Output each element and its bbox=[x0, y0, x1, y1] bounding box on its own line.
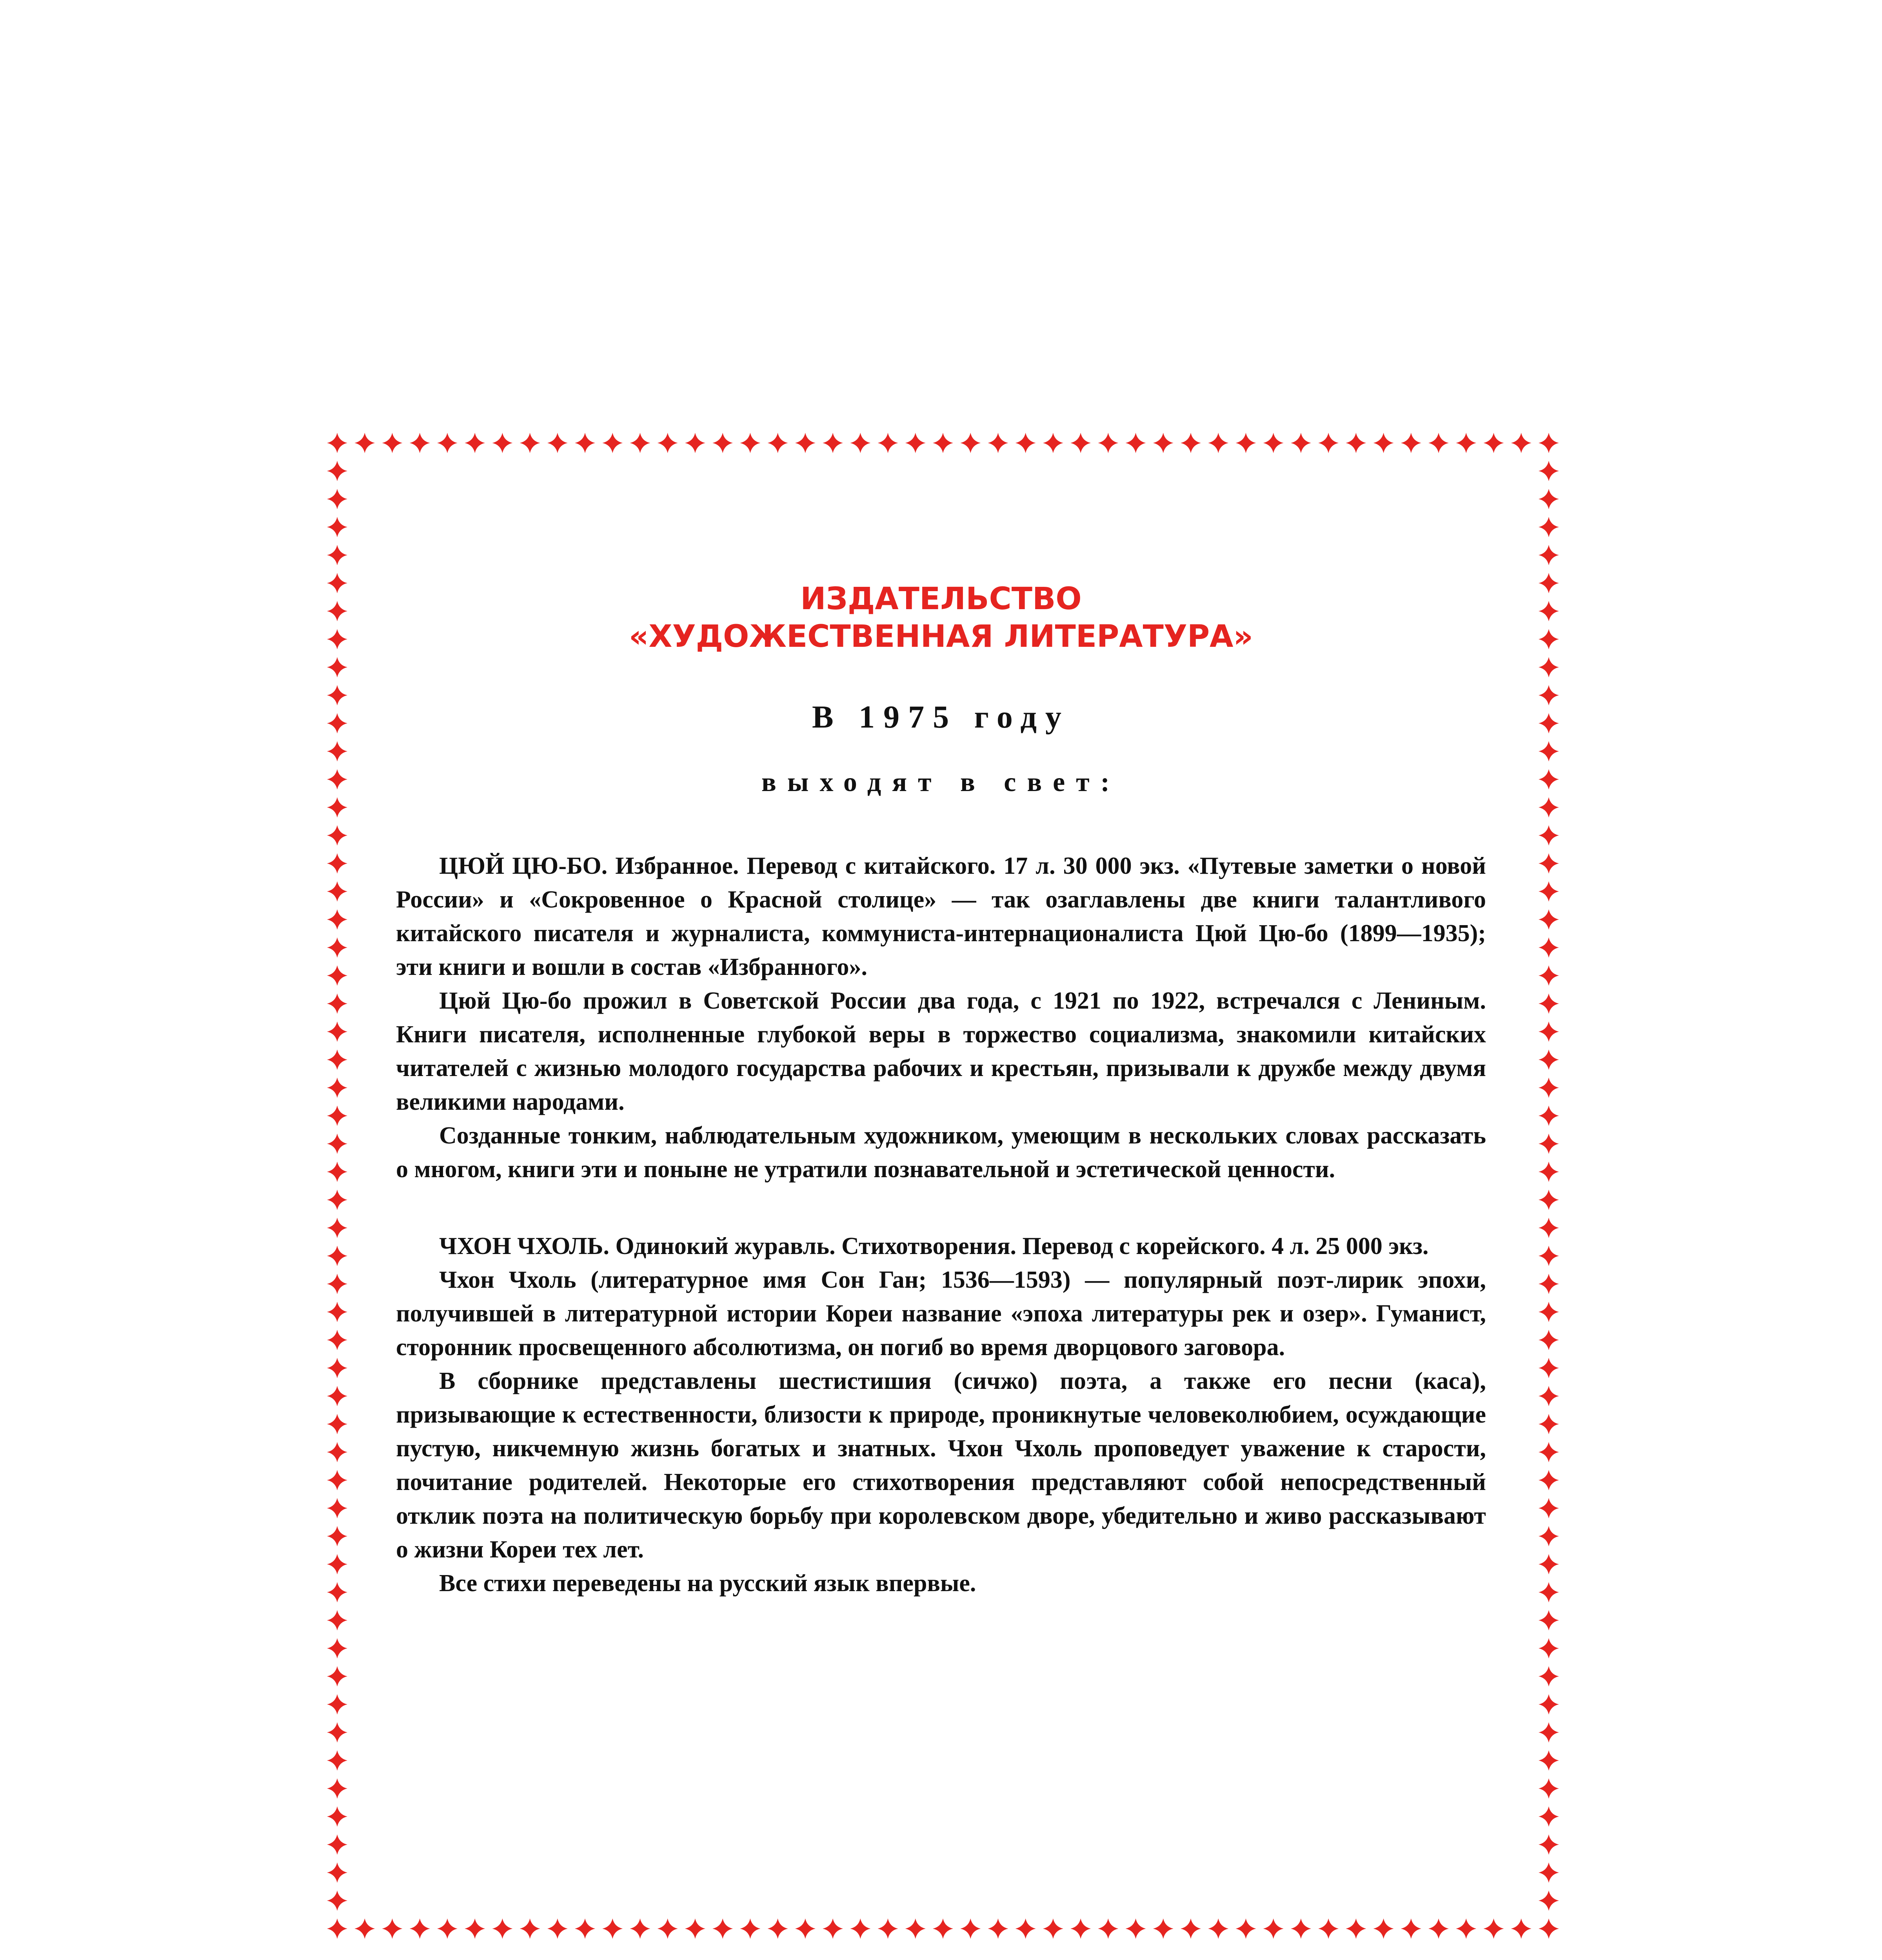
four-point-star-icon bbox=[1539, 1722, 1559, 1742]
four-point-star-icon bbox=[1208, 433, 1228, 453]
year-heading: В 1975 году bbox=[812, 699, 1070, 735]
four-point-star-icon bbox=[327, 545, 347, 565]
four-point-star-icon bbox=[1539, 1862, 1559, 1883]
four-point-star-icon bbox=[1539, 489, 1559, 509]
four-point-star-icon bbox=[768, 1918, 788, 1939]
four-point-star-icon bbox=[575, 433, 595, 453]
four-point-star-icon bbox=[1236, 1918, 1256, 1939]
four-point-star-icon bbox=[1263, 433, 1284, 453]
four-point-star-icon bbox=[327, 741, 347, 762]
four-point-star-icon bbox=[547, 433, 568, 453]
four-point-star-icon bbox=[1539, 741, 1559, 762]
four-point-star-icon bbox=[327, 1554, 347, 1574]
four-point-star-icon bbox=[1539, 1105, 1559, 1126]
four-point-star-icon bbox=[327, 1386, 347, 1406]
entry-paragraph: Чхон Чхоль (литературное имя Сон Ган; 1536—1593) — популярный поэт-лирик эпохи, получившей в литературной истории Кореи название «эпоха литературы рек и озер». Гуманист, сторонник просвещенного абсолютизма, он погиб во время дворцового заговора. bbox=[396, 1267, 1486, 1361]
four-point-star-icon bbox=[354, 1918, 375, 1939]
four-point-star-icon bbox=[823, 433, 843, 453]
four-point-star-icon bbox=[327, 909, 347, 930]
four-point-star-icon bbox=[410, 433, 430, 453]
four-point-star-icon bbox=[327, 713, 347, 733]
four-point-star-icon bbox=[327, 1134, 347, 1154]
four-point-star-icon bbox=[1401, 433, 1421, 453]
four-point-star-icon bbox=[1539, 1161, 1559, 1182]
entry-paragraph: ЧХОН ЧХОЛЬ. Одинокий журавль. Стихотворения. Перевод с корейского. 4 л. 25 000 экз. bbox=[439, 1233, 1429, 1259]
four-point-star-icon bbox=[1539, 1414, 1559, 1434]
subheading: выходят в свет: bbox=[761, 767, 1121, 797]
publisher-heading bbox=[396, 580, 1486, 655]
announcement bbox=[396, 580, 1486, 1600]
four-point-star-icon bbox=[327, 1414, 347, 1434]
four-point-star-icon bbox=[327, 1806, 347, 1827]
four-point-star-icon bbox=[327, 1470, 347, 1490]
four-point-star-icon bbox=[327, 517, 347, 537]
four-point-star-icon bbox=[327, 825, 347, 846]
four-point-star-icon bbox=[327, 489, 347, 509]
four-point-star-icon bbox=[327, 965, 347, 986]
four-point-star-icon bbox=[1043, 1918, 1063, 1939]
four-point-star-icon bbox=[327, 1918, 347, 1939]
four-point-star-icon bbox=[1043, 433, 1063, 453]
four-point-star-icon bbox=[1484, 1918, 1504, 1939]
four-point-star-icon bbox=[465, 1918, 485, 1939]
four-point-star-icon bbox=[1539, 713, 1559, 733]
four-point-star-icon bbox=[1539, 1582, 1559, 1602]
entry-paragraph: ЦЮЙ ЦЮ-БО. Избранное. Перевод с китайского. 17 л. 30 000 экз. «Путевые заметки о новой России» и «Сокровенное о Красной столице» — так озаглавлены две книги талантливого китайского писателя и журналиста, коммуниста-интернационалиста Цюй Цю-бо (1899—1935); эти книги и вошли в состав «Избранного». bbox=[396, 853, 1486, 980]
four-point-star-icon bbox=[1539, 657, 1559, 677]
four-point-star-icon bbox=[327, 1750, 347, 1771]
four-point-star-icon bbox=[327, 1190, 347, 1210]
four-point-star-icon bbox=[1539, 1442, 1559, 1462]
four-point-star-icon bbox=[1484, 433, 1504, 453]
four-point-star-icon bbox=[1236, 433, 1256, 453]
four-point-star-icon bbox=[1456, 433, 1476, 453]
four-point-star-icon bbox=[327, 1722, 347, 1742]
four-point-star-icon bbox=[327, 1049, 347, 1070]
four-point-star-icon bbox=[1539, 1694, 1559, 1715]
four-point-star-icon bbox=[1539, 461, 1559, 481]
four-point-star-icon bbox=[327, 1105, 347, 1126]
four-point-star-icon bbox=[327, 1862, 347, 1883]
four-point-star-icon bbox=[575, 1918, 595, 1939]
four-point-star-icon bbox=[327, 1582, 347, 1602]
four-point-star-icon bbox=[327, 1666, 347, 1686]
four-point-star-icon bbox=[437, 1918, 458, 1939]
four-point-star-icon bbox=[1539, 573, 1559, 593]
four-point-star-icon bbox=[878, 1918, 898, 1939]
four-point-star-icon bbox=[327, 1498, 347, 1518]
four-point-star-icon bbox=[327, 657, 347, 677]
four-point-star-icon bbox=[1539, 881, 1559, 902]
four-point-star-icon bbox=[1539, 1218, 1559, 1238]
four-point-star-icon bbox=[1401, 1918, 1421, 1939]
four-point-star-icon bbox=[327, 433, 347, 453]
four-point-star-icon bbox=[1539, 629, 1559, 650]
book-entries bbox=[396, 849, 1486, 1600]
four-point-star-icon bbox=[1539, 1078, 1559, 1098]
four-point-star-icon bbox=[1539, 1134, 1559, 1154]
four-point-star-icon bbox=[410, 1918, 430, 1939]
four-point-star-icon bbox=[933, 1918, 953, 1939]
four-point-star-icon bbox=[905, 433, 926, 453]
book-entry-tsui-tsiu-bo bbox=[396, 849, 1486, 1186]
four-point-star-icon bbox=[327, 1778, 347, 1798]
four-point-star-icon bbox=[1539, 1554, 1559, 1574]
four-point-star-icon bbox=[327, 1218, 347, 1238]
four-point-star-icon bbox=[327, 1330, 347, 1350]
four-point-star-icon bbox=[327, 937, 347, 958]
four-point-star-icon bbox=[437, 433, 458, 453]
four-point-star-icon bbox=[1428, 1918, 1449, 1939]
four-point-star-icon bbox=[905, 1918, 926, 1939]
four-point-star-icon bbox=[1126, 1918, 1146, 1939]
four-point-star-icon bbox=[382, 433, 402, 453]
four-point-star-icon bbox=[1539, 1190, 1559, 1210]
four-point-star-icon bbox=[933, 433, 953, 453]
four-point-star-icon bbox=[1456, 1918, 1476, 1939]
four-point-star-icon bbox=[1539, 1778, 1559, 1798]
four-point-star-icon bbox=[327, 1022, 347, 1042]
four-point-star-icon bbox=[1346, 433, 1366, 453]
four-point-star-icon bbox=[327, 881, 347, 902]
four-point-star-icon bbox=[1539, 1918, 1559, 1939]
four-point-star-icon bbox=[1511, 1918, 1531, 1939]
four-point-star-icon bbox=[1318, 433, 1339, 453]
four-point-star-icon bbox=[1539, 1386, 1559, 1406]
four-point-star-icon bbox=[630, 433, 650, 453]
four-point-star-icon bbox=[1428, 433, 1449, 453]
four-point-star-icon bbox=[1539, 601, 1559, 621]
four-point-star-icon bbox=[850, 433, 870, 453]
four-point-star-icon bbox=[740, 433, 760, 453]
four-point-star-icon bbox=[960, 1918, 981, 1939]
four-point-star-icon bbox=[520, 1918, 540, 1939]
four-point-star-icon bbox=[327, 601, 347, 621]
four-point-star-icon bbox=[327, 1638, 347, 1659]
four-point-star-icon bbox=[1539, 797, 1559, 818]
four-point-star-icon bbox=[1539, 685, 1559, 706]
four-point-star-icon bbox=[1539, 1834, 1559, 1855]
publisher-line-1: ИЗДАТЕЛЬСТВО bbox=[800, 581, 1082, 617]
four-point-star-icon bbox=[685, 433, 705, 453]
four-point-star-icon bbox=[327, 797, 347, 818]
four-point-star-icon bbox=[1539, 1274, 1559, 1294]
four-point-star-icon bbox=[327, 1694, 347, 1715]
four-point-star-icon bbox=[327, 1442, 347, 1462]
four-point-star-icon bbox=[1539, 769, 1559, 789]
four-point-star-icon bbox=[823, 1918, 843, 1939]
four-point-star-icon bbox=[1539, 1470, 1559, 1490]
four-point-star-icon bbox=[1539, 545, 1559, 565]
four-point-star-icon bbox=[1070, 1918, 1091, 1939]
four-point-star-icon bbox=[1539, 853, 1559, 874]
four-point-star-icon bbox=[1539, 1610, 1559, 1630]
four-point-star-icon bbox=[1539, 1498, 1559, 1518]
four-point-star-icon bbox=[658, 433, 678, 453]
four-point-star-icon bbox=[795, 433, 816, 453]
four-point-star-icon bbox=[685, 1918, 705, 1939]
four-point-star-icon bbox=[1126, 433, 1146, 453]
four-point-star-icon bbox=[327, 853, 347, 874]
four-point-star-icon bbox=[1539, 1638, 1559, 1659]
four-point-star-icon bbox=[1373, 1918, 1394, 1939]
four-point-star-icon bbox=[1539, 937, 1559, 958]
four-point-star-icon bbox=[1539, 1022, 1559, 1042]
four-point-star-icon bbox=[1098, 433, 1118, 453]
four-point-star-icon bbox=[327, 993, 347, 1014]
four-point-star-icon bbox=[327, 1274, 347, 1294]
four-point-star-icon bbox=[712, 433, 733, 453]
four-point-star-icon bbox=[327, 685, 347, 706]
four-point-star-icon bbox=[1539, 517, 1559, 537]
four-point-star-icon bbox=[850, 1918, 870, 1939]
four-point-star-icon bbox=[1070, 433, 1091, 453]
four-point-star-icon bbox=[327, 1358, 347, 1378]
four-point-star-icon bbox=[1539, 965, 1559, 986]
four-point-star-icon bbox=[602, 1918, 623, 1939]
four-point-star-icon bbox=[740, 1918, 760, 1939]
four-point-star-icon bbox=[1208, 1918, 1228, 1939]
four-point-star-icon bbox=[1153, 433, 1174, 453]
four-point-star-icon bbox=[602, 433, 623, 453]
four-point-star-icon bbox=[520, 433, 540, 453]
entry-paragraph: В сборнике представлены шестистишия (сичжо) поэта, а также его песни (каса), призывающие к естественности, близости к природе, проникнутые человеколюбием, осуждающие пустую, никчемную жизнь богатых и знатных. Чхон Чхоль проповедует уважение к старости, почитание родителей. Некоторые его стихотворения представляют собой непосредственный отклик поэта на политическую борьбу при королевском дворе, убедительно и живо рассказывают о жизни Кореи тех лет. bbox=[396, 1368, 1486, 1563]
four-point-star-icon bbox=[1539, 1666, 1559, 1686]
four-point-star-icon bbox=[327, 461, 347, 481]
four-point-star-icon bbox=[1539, 825, 1559, 846]
four-point-star-icon bbox=[1539, 433, 1559, 453]
four-point-star-icon bbox=[1539, 909, 1559, 930]
four-point-star-icon bbox=[795, 1918, 816, 1939]
four-point-star-icon bbox=[327, 629, 347, 650]
four-point-star-icon bbox=[327, 573, 347, 593]
four-point-star-icon bbox=[327, 1610, 347, 1630]
four-point-star-icon bbox=[1263, 1918, 1284, 1939]
four-point-star-icon bbox=[768, 433, 788, 453]
four-point-star-icon bbox=[960, 433, 981, 453]
four-point-star-icon bbox=[327, 1526, 347, 1546]
four-point-star-icon bbox=[327, 1161, 347, 1182]
four-point-star-icon bbox=[354, 433, 375, 453]
four-point-star-icon bbox=[1539, 1302, 1559, 1322]
book-entry-chkhon-chkhol bbox=[396, 1229, 1486, 1600]
four-point-star-icon bbox=[1015, 433, 1036, 453]
four-point-star-icon bbox=[1181, 1918, 1201, 1939]
four-point-star-icon bbox=[1539, 1806, 1559, 1827]
publisher-line-2: «ХУДОЖЕСТВЕННАЯ ЛИТЕРАТУРА» bbox=[629, 619, 1253, 654]
four-point-star-icon bbox=[327, 1834, 347, 1855]
four-point-star-icon bbox=[1346, 1918, 1366, 1939]
four-point-star-icon bbox=[988, 433, 1008, 453]
four-point-star-icon bbox=[1015, 1918, 1036, 1939]
four-point-star-icon bbox=[1291, 433, 1311, 453]
four-point-star-icon bbox=[327, 769, 347, 789]
four-point-star-icon bbox=[547, 1918, 568, 1939]
four-point-star-icon bbox=[712, 1918, 733, 1939]
four-point-star-icon bbox=[1539, 1358, 1559, 1378]
four-point-star-icon bbox=[630, 1918, 650, 1939]
four-point-star-icon bbox=[878, 433, 898, 453]
entry-paragraph: Созданные тонким, наблюдательным художником, умеющим в нескольких словах рассказать о многом, книги эти и поныне не утратили познавательной и эстетической ценности. bbox=[396, 1122, 1486, 1183]
four-point-star-icon bbox=[492, 433, 512, 453]
four-point-star-icon bbox=[658, 1918, 678, 1939]
four-point-star-icon bbox=[492, 1918, 512, 1939]
four-point-star-icon bbox=[327, 1302, 347, 1322]
four-point-star-icon bbox=[1181, 433, 1201, 453]
entry-paragraph: Все стихи переведены на русский язык впервые. bbox=[439, 1570, 976, 1597]
four-point-star-icon bbox=[1291, 1918, 1311, 1939]
four-point-star-icon bbox=[1539, 1330, 1559, 1350]
four-point-star-icon bbox=[465, 433, 485, 453]
four-point-star-icon bbox=[1318, 1918, 1339, 1939]
four-point-star-icon bbox=[1539, 1246, 1559, 1266]
entry-paragraph: Цюй Цю-бо прожил в Советской России два года, с 1921 по 1922, встречался с Лениным. Книги писателя, исполненные глубокой веры в торжество социализма, знакомили китайских читателей с жизнью молодого государства рабочих и крестьян, призывали к дружбе между двумя великими народами. bbox=[396, 987, 1486, 1115]
four-point-star-icon bbox=[1098, 1918, 1118, 1939]
four-point-star-icon bbox=[1539, 1526, 1559, 1546]
four-point-star-icon bbox=[1539, 1049, 1559, 1070]
four-point-star-icon bbox=[382, 1918, 402, 1939]
four-point-star-icon bbox=[988, 1918, 1008, 1939]
four-point-star-icon bbox=[327, 1078, 347, 1098]
four-point-star-icon bbox=[1539, 1750, 1559, 1771]
four-point-star-icon bbox=[327, 1890, 347, 1911]
four-point-star-icon bbox=[327, 1246, 347, 1266]
four-point-star-icon bbox=[1373, 433, 1394, 453]
four-point-star-icon bbox=[1153, 1918, 1174, 1939]
four-point-star-icon bbox=[1539, 1890, 1559, 1911]
four-point-star-icon bbox=[1539, 993, 1559, 1014]
four-point-star-icon bbox=[1511, 433, 1531, 453]
